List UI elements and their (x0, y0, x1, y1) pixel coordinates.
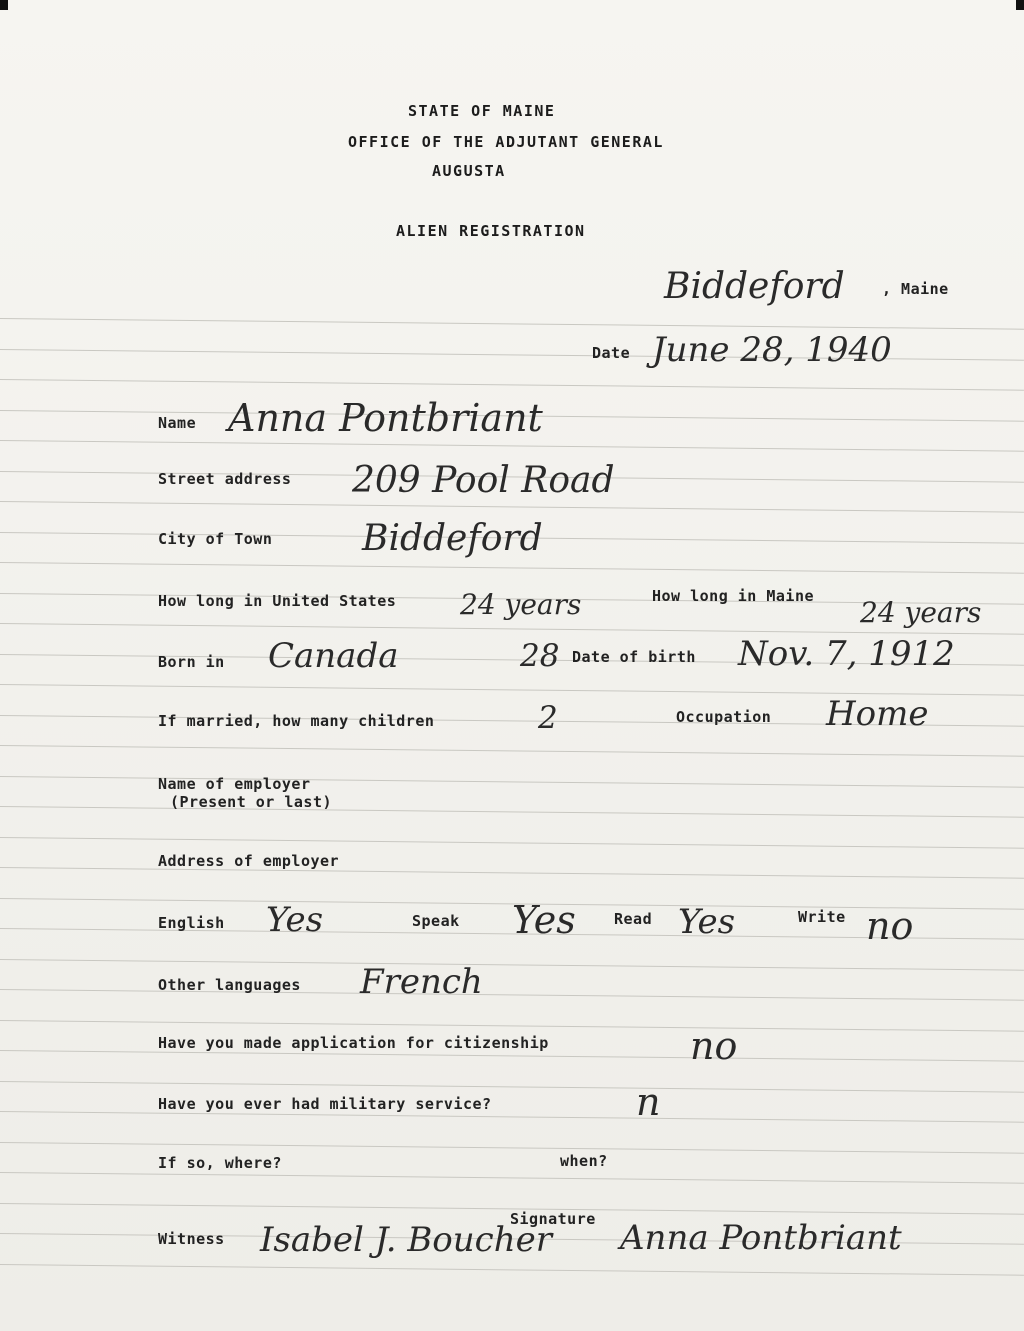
write-label: Write (798, 908, 846, 926)
ruled-line (0, 959, 1024, 971)
witness-label: Witness (158, 1230, 225, 1248)
scan-corner-mark (0, 0, 8, 10)
location-town-value: Biddeford (664, 266, 845, 307)
ruled-line (0, 806, 1024, 818)
form-title: ALIEN REGISTRATION (396, 222, 586, 240)
english-value: Yes (266, 900, 324, 940)
ruled-line (0, 837, 1024, 849)
ruled-line (0, 867, 1024, 879)
ruled-line (0, 745, 1024, 757)
citizenship-value: no (690, 1024, 738, 1068)
ruled-line (0, 989, 1024, 1001)
ruled-line (0, 1081, 1024, 1093)
street-label: Street address (158, 470, 292, 488)
ruled-line (0, 440, 1024, 452)
other-languages-label: Other languages (158, 976, 301, 994)
age-value: 28 (520, 638, 560, 674)
speak-label: Speak (412, 912, 460, 930)
military-label: Have you ever had military service? (158, 1095, 492, 1113)
city-label: City of Town (158, 530, 273, 548)
children-value: 2 (538, 700, 558, 736)
header-state: STATE OF MAINE (408, 102, 556, 120)
ruled-line (0, 1111, 1024, 1123)
maine-years-label: How long in Maine (652, 587, 815, 605)
maine-years-value: 24 years (860, 596, 982, 629)
ruled-line (0, 562, 1024, 574)
header-office: OFFICE OF THE ADJUTANT GENERAL (348, 133, 664, 151)
ruled-line (0, 1020, 1024, 1032)
citizenship-label: Have you made application for citizenship (158, 1034, 549, 1052)
write-value: no (866, 904, 914, 948)
us-years-value: 24 years (460, 588, 582, 621)
other-languages-value: French (360, 962, 483, 1002)
location-state-suffix: , Maine (882, 280, 949, 298)
english-label: English (158, 914, 225, 932)
military-value: n (636, 1080, 661, 1124)
employer-address-label: Address of employer (158, 852, 340, 870)
employer-sublabel: (Present or last) (170, 793, 333, 811)
read-value: Yes (678, 902, 736, 942)
read-label: Read (614, 910, 653, 928)
occupation-label: Occupation (676, 708, 772, 726)
ruled-line (0, 776, 1024, 788)
signature-label: Signature (510, 1210, 596, 1228)
children-label: If married, how many children (158, 712, 435, 730)
street-value: 209 Pool Road (352, 460, 615, 501)
where-label: If so, where? (158, 1154, 282, 1172)
scan-corner-mark (1016, 0, 1024, 10)
speak-value: Yes (512, 898, 576, 942)
occupation-value: Home (826, 694, 929, 734)
name-value: Anna Pontbriant (228, 396, 543, 440)
us-years-label: How long in United States (158, 592, 397, 610)
witness-value: Isabel J. Boucher (260, 1220, 552, 1260)
date-label: Date (592, 344, 631, 362)
ruled-line (0, 1142, 1024, 1154)
born-value: Canada (268, 636, 399, 676)
name-label: Name (158, 414, 197, 432)
when-label: when? (560, 1152, 608, 1170)
header-city: AUGUSTA (432, 162, 506, 180)
signature-value: Anna Pontbriant (620, 1218, 902, 1258)
dob-label: Date of birth (572, 648, 696, 666)
ruled-line (0, 1172, 1024, 1184)
ruled-line (0, 501, 1024, 513)
born-label: Born in (158, 653, 225, 671)
ruled-line (0, 379, 1024, 391)
dob-value: Nov. 7, 1912 (738, 634, 955, 674)
date-value: June 28, 1940 (652, 330, 892, 370)
ruled-line (0, 318, 1024, 330)
employer-label: Name of employer (158, 775, 311, 793)
ruled-line (0, 1264, 1024, 1276)
city-value: Biddeford (362, 518, 543, 559)
